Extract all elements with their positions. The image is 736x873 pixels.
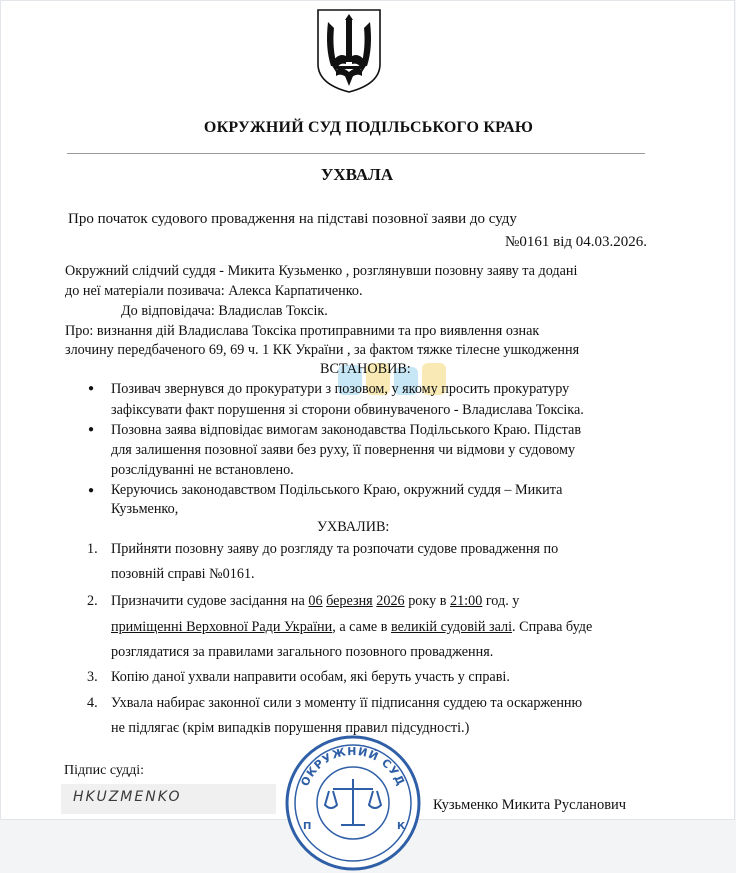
hearing-month: березня: [326, 593, 373, 609]
list-number: 2.: [87, 593, 98, 609]
established-item-line: зафіксувати факт порушення зі сторони обвинуваченого - Владислава Токсіка.: [111, 402, 584, 418]
decided-item-line: позовній справі №0161.: [111, 566, 255, 582]
established-item-line: Позовна заява відповідає вимогам законодавства Подільського Краю. Підстав: [111, 422, 582, 438]
decided-item-line: Прийняти позовну заяву до розгляду та розпочати судове провадження по: [111, 541, 559, 557]
list-number: 4.: [87, 695, 98, 711]
subject-line: Про початок судового провадження на підставі позовної заяви до суду: [68, 211, 517, 227]
established-item-line: для залишення позовної заяви без руху, її повернення чи відмови у судовому: [111, 442, 576, 458]
hearing-day: 06: [308, 593, 323, 609]
established-item-line: Керуючись законодавством Подільського Краю, окружний суддя – Микита: [111, 482, 563, 498]
seal-text: ОКРУЖНИЙ СУД: [298, 744, 408, 789]
intro-line: злочину передбаченого 69, 69 ч. 1 КК України , за фактом тяжке тілесне ушкодження: [65, 342, 580, 358]
hearing-date-line: Призначити судове засідання на 06 березня 2026 року в 21:00 год. у: [111, 593, 520, 609]
hearing-time: 21:00: [449, 593, 483, 609]
bullet-icon: ●: [88, 424, 95, 435]
hearing-place-line: приміщенні Верховної Ради України, а саме в великій судовій залі. Справа буде: [111, 619, 593, 635]
established-item-line: розслідуванні не встановлено.: [111, 462, 294, 478]
intro-line: Про: визнання дій Владислава Токсіка протиправними та про виявлення ознак: [65, 323, 540, 339]
handwritten-signature: HKUZMENKO: [73, 789, 182, 805]
decided-heading: УХВАЛИВ:: [317, 519, 390, 535]
svg-text:К: К: [397, 821, 406, 832]
hearing-place: приміщенні Верховної Ради України: [111, 619, 333, 635]
intro-line: до неї матеріали позивача: Алекса Карпатиченко.: [65, 283, 363, 299]
svg-text:П: П: [303, 821, 312, 832]
established-item-line: Позивач звернувся до прокуратури з позовом, у якому просить прокуратуру: [111, 381, 570, 397]
decided-item-line: не підлягає (крім випадків порушення правил підсудності.): [111, 720, 470, 736]
established-item-line: Кузьменко,: [111, 501, 179, 517]
hearing-hall: великій судовій залі: [391, 619, 513, 635]
case-number-date: №0161 від 04.03.2026.: [505, 234, 647, 250]
bullet-icon: ●: [88, 383, 95, 394]
trident-coat-of-arms-icon: [316, 8, 382, 94]
hearing-year: 2026: [376, 593, 405, 609]
decided-item-line: розглядатися за правилами загального позовного провадження.: [111, 644, 494, 660]
signature-label: Підпис судді:: [64, 763, 144, 778]
bullet-icon: ●: [88, 485, 95, 496]
list-number: 3.: [87, 669, 98, 685]
defendant-line: До відповідача: Владислав Токсік.: [121, 303, 328, 319]
list-number: 1.: [87, 541, 98, 557]
document-type-title: УХВАЛА: [320, 165, 394, 184]
decided-item-line: Копію даної ухвали направити особам, які беруть участь у справі.: [111, 669, 510, 685]
court-seal-stamp: [283, 733, 423, 873]
decided-item-line: Ухвала набирає законної сили з моменту її підписання суддею та оскарженню: [111, 695, 583, 711]
header-divider: [67, 153, 645, 154]
established-heading: ВСТАНОВИВ:: [320, 361, 411, 377]
intro-line: Окружний слідчий суддя - Микита Кузьменко , розглянувши позовну заяву та додані: [65, 263, 578, 279]
court-name-heading: ОКРУЖНИЙ СУД ПОДІЛЬСЬКОГО КРАЮ: [203, 119, 534, 136]
judge-full-name: Кузьменко Микита Русланович: [433, 797, 627, 813]
